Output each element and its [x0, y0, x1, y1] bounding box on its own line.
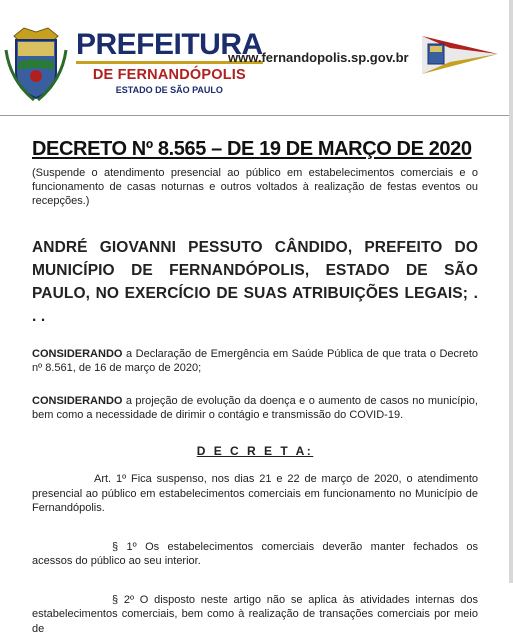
website-url: www.fernandopolis.sp.gov.br	[228, 50, 409, 65]
decree-document	[32, 138, 478, 636]
decree-summary: (Suspende o atendimento presencial ao público em estabelecimentos comerciais e o funcionamento de casas noturnas e outros voltados à realização de festas eventos ou recepções.)	[32, 166, 478, 208]
header-divider	[0, 115, 509, 116]
decree-preamble: ANDRÉ GIOVANNI PESSUTO CÂNDIDO, PREFEITO DO MUNICÍPIO DE FERNANDÓPOLIS, ESTADO DE SÃO PAULO, NO EXERCÍCIO DE SUAS ATRIBUIÇÕES LEGAIS; . . .	[32, 236, 478, 328]
window-edge	[509, 0, 513, 583]
decreta-heading: D E C R E T A:	[32, 444, 478, 458]
paragraph-2: § 2º O disposto neste artigo não se aplica às atividades internas dos estabelecimentos comerciais, bem como à realização de transações comerciais por meio de	[32, 593, 478, 636]
paragraph-1: § 1º Os estabelecimentos comerciais deverão manter fechados os acessos do público ao seu interior.	[32, 540, 478, 569]
considerando-paragraph	[32, 347, 478, 375]
flag-icon	[420, 28, 500, 76]
institution-state: ESTADO DE SÃO PAULO	[76, 85, 263, 95]
institution-city: DE FERNANDÓPOLIS	[76, 67, 263, 83]
considerando-paragraph	[32, 394, 478, 422]
decree-title: DECRETO Nº 8.565 – DE 19 DE MARÇO DE 2020	[32, 138, 478, 161]
article-1: Art. 1º Fica suspenso, nos dias 21 e 22 de março de 2020, o atendimento presencial ao público em estabelecimentos comerciais em funcionamento no Município de Fernandópolis.	[32, 472, 478, 516]
considerando-text: a projeção de evolução da doença e o aumento de casos no município, bem como a necessidade de dirimir o contágio e transmissão do COVID-19.	[32, 395, 478, 421]
institution-title: PREFEITURA	[76, 30, 263, 64]
considerando-keyword: CONSIDERANDO	[32, 395, 122, 407]
considerando-keyword: CONSIDERANDO	[32, 348, 122, 360]
considerando-text: a Declaração de Emergência em Saúde Pública de que trata o Decreto nº 8.561, de 16 de março de 2020;	[32, 348, 478, 374]
letterhead	[0, 0, 509, 120]
coat-of-arms-icon	[4, 20, 68, 102]
